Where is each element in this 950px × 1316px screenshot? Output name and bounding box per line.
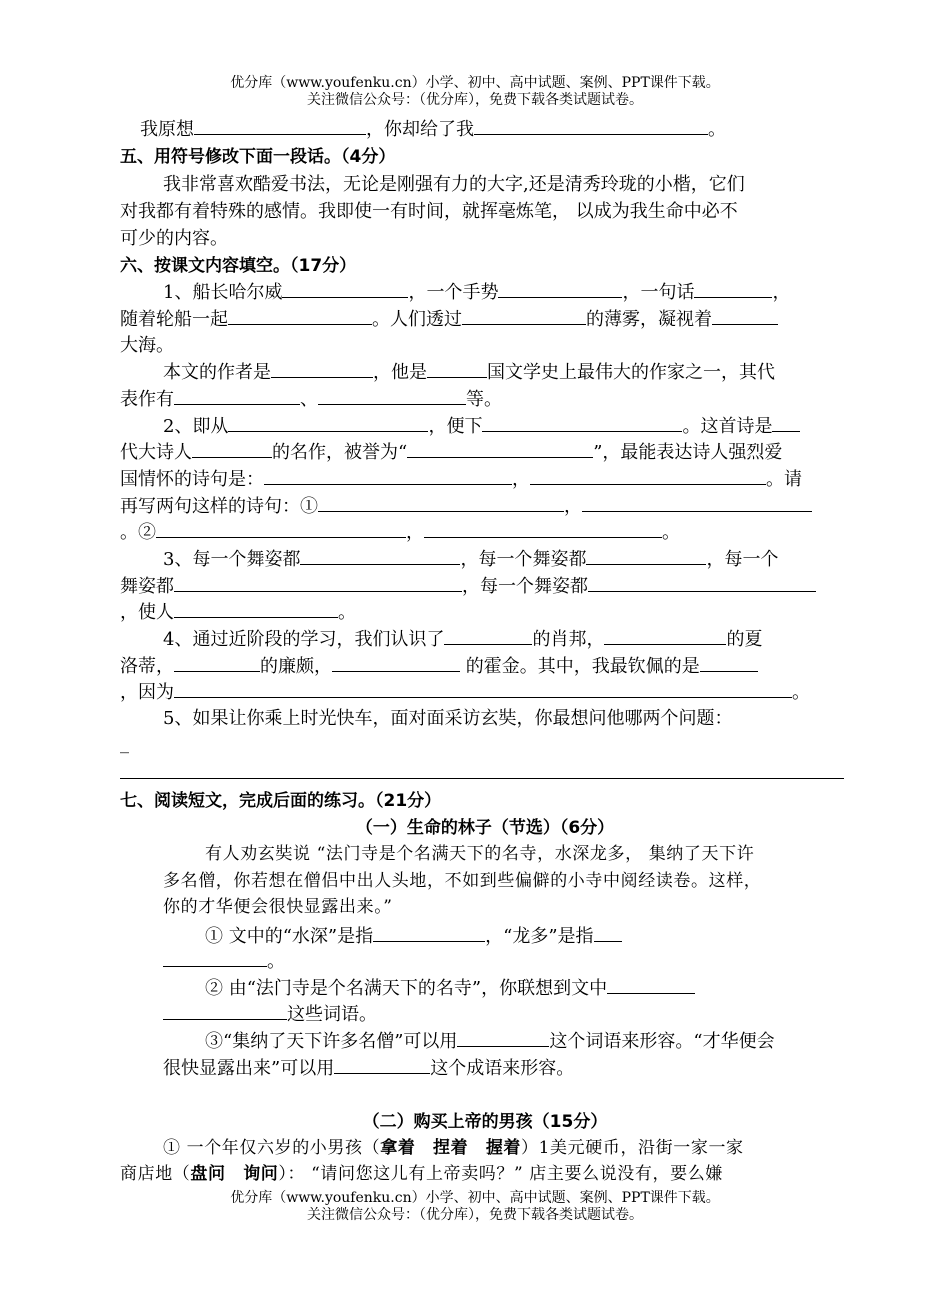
answer-blank[interactable] (282, 281, 408, 298)
question-4-line: 洛蒂， 的廉颇， 的霍金。其中，我最钦佩的是 (120, 655, 850, 678)
question-1-line: 大海。 (120, 335, 174, 356)
question-2-line: 国情怀的诗句是： ， 。请 (120, 469, 802, 490)
answer-blank[interactable] (332, 655, 460, 672)
answer-blank[interactable] (607, 977, 695, 994)
question-4-line: ，因为 。 (120, 682, 810, 703)
header-line-2: 关注微信公众号：（优分库），免费下载各类试题试卷。 (307, 92, 643, 108)
passage-1-line: 多名僧，你若想在僧侣中出人头地，不如到些偏僻的小寺中阅经读卷。这样， (163, 871, 762, 891)
answer-blank[interactable] (772, 415, 800, 432)
answer-blank[interactable] (582, 495, 812, 512)
question-1-author-line: 本文的作者是 ，他是 国文学史上最伟大的作家之一，其代 (163, 362, 775, 383)
passage-1-line: 你的才华便会很快显露出来。” (163, 897, 393, 917)
answer-blank[interactable] (594, 925, 622, 942)
answer-blank[interactable] (318, 495, 564, 512)
question-1-line: 随着轮船一起 。人们透过 的薄雾，凝视着 (120, 308, 850, 331)
section-5-paragraph-line: 对我都有着特殊的感情。我即使一有时间，就挥毫炼笔， 以成为我生命中必不 (120, 201, 738, 222)
answer-blank[interactable] (163, 950, 267, 967)
passage-2-title: （二）购买上帝的男孩（15分） (362, 1112, 608, 1132)
question-2-line: 2、即从 ，便下 。这首诗是 (163, 415, 853, 438)
answer-blank[interactable] (174, 655, 260, 672)
answer-blank[interactable] (174, 388, 300, 405)
answer-blank[interactable] (300, 548, 460, 565)
question-3-line: 3、每一个舞姿都 ，每一个舞姿都 ，每一个 (163, 549, 779, 570)
question-3-line: ，使人 。 (120, 602, 356, 623)
answer-blank[interactable] (586, 548, 706, 565)
answer-blank[interactable] (694, 281, 772, 298)
question-2-line: 。② ， 。 (120, 522, 680, 543)
section-5-paragraph-line: 我非常喜欢酷爱书法，无论是刚强有力的大字,还是清秀玲珑的小楷，它们 (163, 174, 745, 195)
continuation-line: 我原想 ，你却给了我 。 (140, 119, 726, 140)
exercise-1-line: ① 文中的“水深”是指 ，“龙多”是指 (205, 925, 845, 948)
answer-blank[interactable] (407, 441, 593, 458)
answer-blank[interactable] (530, 468, 766, 485)
passage-2-line: ① 一个年仅六岁的小男孩（拿着 捏着 握着）1美元硬币，沿街一家一家 (163, 1138, 744, 1158)
answer-blank[interactable] (156, 521, 406, 538)
page-header (0, 75, 950, 109)
answer-blank[interactable] (334, 1057, 430, 1074)
answer-blank[interactable] (604, 628, 726, 645)
question-4-line: 4、通过近阶段的学习，我们认识了 的肖邦， 的夏 (163, 629, 763, 650)
answer-blank[interactable] (194, 118, 366, 135)
exercise-2-line: ② 由“法门寺是个名满天下的名寺”，你联想到文中 (205, 977, 845, 1000)
answer-blank[interactable] (192, 441, 272, 458)
exercise-3-line: 很快显露出来”可以用 这个成语来形容。 (163, 1058, 575, 1079)
answer-blank[interactable] (174, 681, 792, 698)
answer-blank[interactable] (457, 1030, 549, 1047)
answer-blank[interactable] (588, 575, 816, 592)
question-2-line: 代大诗人 的名作，被誉为“ ”，最能表达诗人强烈爱 (120, 442, 783, 463)
answer-blank[interactable] (444, 628, 532, 645)
answer-blank[interactable] (271, 361, 373, 378)
section-6-title: 六、按课文内容填空。（17分） (120, 256, 357, 276)
answer-blank[interactable] (174, 575, 462, 592)
question-1-author-line: 表作有 、 等。 (120, 389, 502, 410)
answer-blank[interactable] (712, 308, 778, 325)
passage-2-line: 商店地（盘问 询问）： “请问您这儿有上帝卖吗？” 店主要么说没有，要么嫌 (120, 1164, 723, 1184)
answer-blank[interactable] (174, 601, 338, 618)
section-7-title: 七、阅读短文，完成后面的练习。（21分） (120, 791, 442, 811)
question-5-line: 5、如果让你乘上时光快车，面对面采访玄奘，你最想问他哪两个问题： (163, 708, 733, 729)
answer-blank[interactable] (373, 925, 485, 942)
answer-blank[interactable] (427, 361, 487, 378)
passage-1-line: 有人劝玄奘说 “法门寺是个名满天下的名寺，水深龙多， 集纳了天下许 (205, 844, 755, 864)
header-line-1: 优分库（www.youfenku.cn）小学、初中、高中试题、案例、PPT课件下载。 (230, 75, 720, 91)
question-5-answer-start[interactable]: _ (120, 733, 129, 754)
exercise-3-line: ③“集纳了天下许多名僧”可以用 这个词语来形容。“才华便会 (205, 1031, 775, 1052)
passage-1-title: （一）生命的林子（节选）（6分） (355, 818, 615, 838)
section-5-paragraph-line: 可少的内容。 (120, 228, 228, 249)
answer-blank[interactable] (228, 415, 428, 432)
exercise-1-line: 。 (163, 950, 803, 973)
answer-blank[interactable] (462, 308, 586, 325)
exercise-2-line: 这些词语。 (163, 1003, 803, 1026)
answer-blank[interactable] (228, 308, 372, 325)
section-5-title: 五、用符号修改下面一段话。（4分） (120, 147, 396, 167)
question-2-line: 再写两句这样的诗句：① ， (120, 495, 850, 518)
answer-blank[interactable] (482, 415, 682, 432)
answer-blank[interactable] (163, 1003, 287, 1020)
page-footer (0, 1190, 950, 1224)
answer-blank[interactable] (700, 655, 758, 672)
answer-blank[interactable] (424, 521, 662, 538)
answer-line[interactable] (120, 778, 844, 779)
answer-blank[interactable] (498, 281, 622, 298)
footer-line-1: 优分库（www.youfenku.cn）小学、初中、高中试题、案例、PPT课件下载。 (230, 1190, 720, 1206)
answer-blank[interactable] (264, 468, 512, 485)
footer-line-2: 关注微信公众号：（优分库），免费下载各类试题试卷。 (307, 1207, 643, 1223)
answer-blank[interactable] (318, 388, 466, 405)
answer-blank[interactable] (474, 118, 708, 135)
question-1-line: 1、船长哈尔威 ，一个手势 ，一句话 ， (163, 282, 791, 303)
question-3-line: 舞姿都 ，每一个舞姿都 (120, 575, 850, 598)
